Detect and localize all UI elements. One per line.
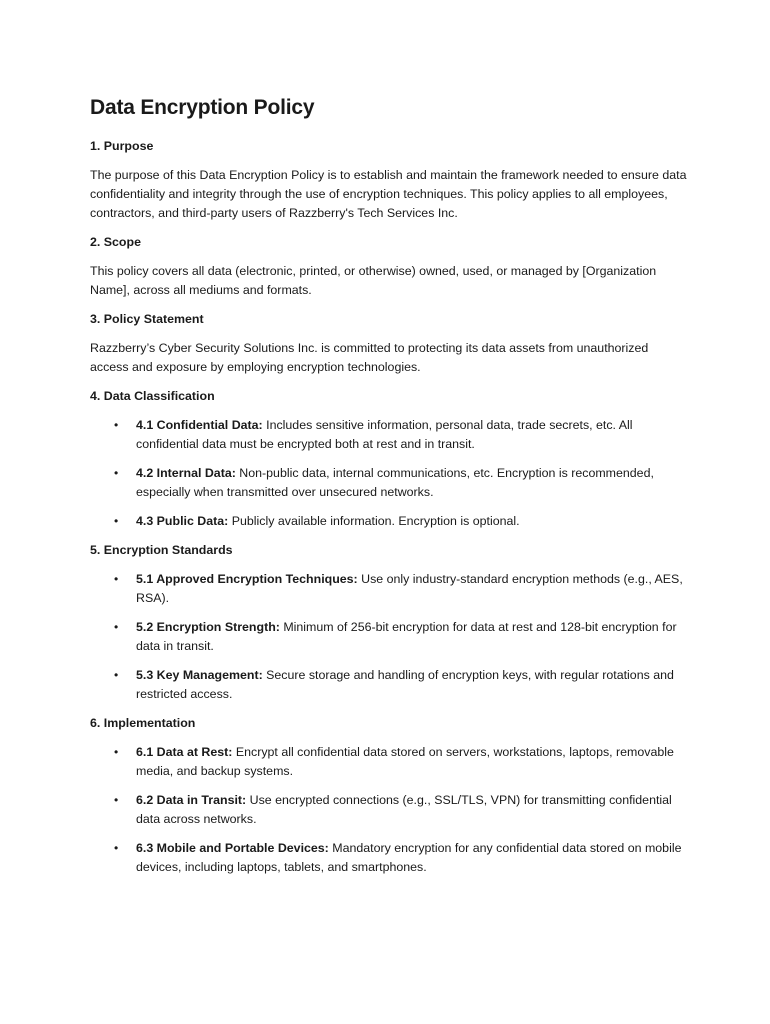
list-item-label: 4.3 Public Data: [136,514,229,528]
bullet-icon: • [114,793,119,807]
section-text-policy-statement: Razzberry’s Cyber Security Solutions Inc. is committed to protecting its data assets from unauthorized access and exposure by employing encryption technologies. [90,341,649,374]
bullet-icon: • [114,572,119,586]
section-heading-data-classification: 4. Data Classification [90,389,215,403]
list-item-text: Mandatory encryption for any confidential data stored on mobile devices, including laptops, tablets, and smartphones. [136,841,682,874]
bullet-icon: • [114,418,119,432]
implementation-list [90,743,690,877]
list-item [90,791,690,829]
list-item [90,666,690,704]
section-text-scope: This policy covers all data (electronic, printed, or otherwise) owned, used, or managed by [Organization Name], across all mediums and formats. [90,264,657,297]
list-item-text: Use only industry-standard encryption methods (e.g., AES, RSA). [136,572,683,605]
list-item-label: 5.3 Key Management: [136,668,263,682]
list-item [90,512,690,531]
list-item-label: 6.2 Data in Transit: [136,793,247,807]
section-heading-implementation: 6. Implementation [90,716,196,730]
list-item-text: Non-public data, internal communications, etc. Encryption is recommended, especially when transmitted over unsecured networks. [136,466,654,499]
document-body [90,93,690,887]
section-heading-purpose: 1. Purpose [90,139,154,153]
list-item-text: Use encrypted connections (e.g., SSL/TLS, VPN) for transmitting confidential data across networks. [136,793,672,826]
document-title: Data Encryption Policy [90,96,315,119]
bullet-icon: • [114,668,119,682]
encryption-standards-list [90,570,690,704]
data-classification-list [90,416,690,531]
list-item-text: Secure storage and handling of encryption keys, with regular rotations and restricted access. [136,668,674,701]
bullet-icon: • [114,745,119,759]
list-item [90,618,690,656]
list-item [90,464,690,502]
list-item-label: 6.1 Data at Rest: [136,745,233,759]
list-item-label: 5.2 Encryption Strength: [136,620,280,634]
list-item-label: 4.1 Confidential Data: [136,418,263,432]
section-heading-policy-statement: 3. Policy Statement [90,312,204,326]
list-item [90,570,690,608]
section-text-purpose: The purpose of this Data Encryption Policy is to establish and maintain the framework needed to ensure data confidentiality and integrity through the use of encryption techniques. This policy applies to all employees, contractors, and third-party users of Razzberry's Tech Services Inc. [90,168,687,220]
list-item-label: 5.1 Approved Encryption Techniques: [136,572,358,586]
section-heading-encryption-standards: 5. Encryption Standards [90,543,233,557]
list-item-text: Encrypt all confidential data stored on servers, workstations, laptops, removable media, and backup systems. [136,745,674,778]
list-item-text: Includes sensitive information, personal data, trade secrets, etc. All confidential data must be encrypted both at rest and in transit. [136,418,633,451]
list-item-label: 4.2 Internal Data: [136,466,236,480]
list-item [90,743,690,781]
bullet-icon: • [114,620,119,634]
bullet-icon: • [114,514,119,528]
list-item-label: 6.3 Mobile and Portable Devices: [136,841,329,855]
list-item [90,839,690,877]
list-item-text: Publicly available information. Encryption is optional. [228,514,520,528]
list-item-text: Minimum of 256-bit encryption for data at rest and 128-bit encryption for data in transit. [136,620,677,653]
bullet-icon: • [114,841,119,855]
bullet-icon: • [114,466,119,480]
section-heading-scope: 2. Scope [90,235,141,249]
list-item [90,416,690,454]
